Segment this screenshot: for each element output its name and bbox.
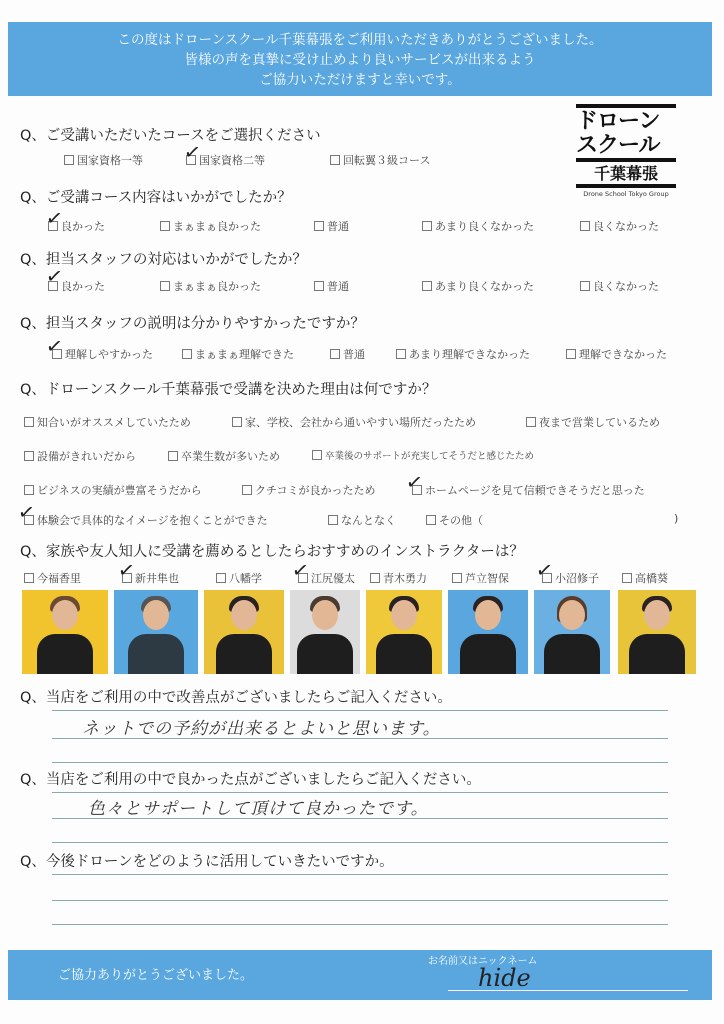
header-banner [8,22,712,96]
instructor-photo [366,590,442,674]
name-label: お名前又はニックネーム [428,956,538,967]
option-checkbox[interactable]: その他（ [426,512,483,528]
instructor-checkbox[interactable]: 今福香里 [24,570,81,586]
checkmark-icon: ✓ [404,468,425,496]
question-2-title: Q、ご受講コース内容はいかがでしたか？ [20,190,292,206]
instructor-photo [290,590,360,674]
option-checkbox[interactable]: 理解しやすかった [52,346,153,362]
question-3-title: Q、担当スタッフの対応はいかがでしたか？ [20,252,307,268]
logo-subtitle: Drone School Tokyo Group [583,190,669,198]
question-1-title: Q、ご受講いただいたコースをご選択ください [20,128,321,144]
option-checkbox[interactable]: まぁまぁ理解できた [182,346,294,362]
instructor-photo [618,590,696,674]
instructor-photo [22,590,108,674]
question-9-title: Q、今後ドローンをどのように活用していきたいですか。 [20,854,394,870]
option-checkbox[interactable]: 卒業生数が多いため [168,448,280,464]
answer-line [52,842,668,843]
instructor-photos [22,590,698,674]
option-checkbox[interactable]: 家、学校、会社から通いやすい場所だったため [232,414,476,430]
logo-line-2: スクール [576,133,660,158]
instructor-checkbox[interactable]: 江尻優太 [298,570,355,586]
instructor-checkbox[interactable]: 八幡学 [216,570,262,586]
option-checkbox[interactable]: 良かった [48,278,105,294]
question-5-title: Q、ドローンスクール千葉幕張で受講を決めた理由は何ですか？ [20,382,437,398]
option-checkbox[interactable]: 普通 [314,218,349,234]
option-close-paren: ) [674,512,679,525]
instructor-photo [114,590,198,674]
option-checkbox[interactable]: 知合いがオススメしていたため [24,414,191,430]
answer-line [52,762,668,763]
option-checkbox[interactable]: まぁまぁ良かった [160,278,261,294]
checkmark-icon: ✓ [182,138,203,166]
option-checkbox[interactable]: ホームページを見て信頼できそうだと思った [412,482,645,498]
checkmark-icon: ✓ [44,204,65,232]
option-checkbox[interactable]: 体験会で具体的なイメージを抱くことができた [24,512,268,528]
answer-line [52,874,668,875]
option-checkbox[interactable]: 国家資格一等 [64,152,143,168]
question-7-title: Q、当店をご利用の中で改善点がございましたらご記入ください。 [20,690,452,706]
logo-line-1: ドローン [576,109,660,134]
option-checkbox[interactable]: 普通 [314,278,349,294]
instructor-checkbox[interactable]: 青木勇力 [370,570,427,586]
instructor-photo [534,590,610,674]
option-checkbox[interactable]: 良くなかった [580,278,659,294]
option-checkbox[interactable]: 回転翼３級コース [330,152,430,168]
answer-line [52,900,668,901]
header-line-2: 皆様の声を真摯に受け止めより良いサービスが出来るよう [184,52,536,68]
question-8-title: Q、当店をご利用の中で良かった点がございましたらご記入ください。 [20,772,481,788]
answer-7-text: ネットでの予約が出来るとよいと思います。 [82,719,441,739]
instructor-photo [448,590,528,674]
option-checkbox[interactable]: あまり良くなかった [422,278,534,294]
logo-line-3: 千葉幕張 [593,164,658,183]
option-checkbox[interactable]: 国家資格二等 [186,152,265,168]
answer-line [52,924,668,925]
name-value[interactable]: hide [478,964,531,992]
option-checkbox[interactable]: 良くなかった [580,218,659,234]
option-checkbox[interactable]: 設備がきれいだから [24,448,136,464]
option-checkbox[interactable]: 理解できなかった [566,346,667,362]
question-4-title: Q、担当スタッフの説明は分かりやすかったですか？ [20,316,365,332]
checkmark-icon: ✓ [16,498,37,526]
instructor-checkbox[interactable]: 小沼修子 [542,570,599,586]
header-line-1: この度はドローンスクール千葉幕張をご利用いただきありがとうございました。 [117,32,603,48]
checkmark-icon: ✓ [44,262,65,290]
answer-8-text: 色々とサポートして頂けて良かったです。 [88,799,429,819]
instructor-photo [204,590,284,674]
option-checkbox[interactable]: あまり理解できなかった [396,346,530,362]
option-checkbox[interactable]: なんとなく [328,512,396,528]
checkmark-icon: ✓ [44,332,65,360]
option-checkbox[interactable]: 夜まで営業しているため [526,414,660,430]
instructor-checkbox[interactable]: 芦立智保 [452,570,509,586]
footer-banner [8,950,712,1000]
name-line [448,990,688,991]
instructor-checkbox[interactable]: 新井隼也 [122,570,179,586]
question-6-title: Q、家族や友人知人に受講を薦めるとしたらおすすめのインストラクターは？ [20,544,524,560]
answer-line [52,792,668,793]
instructor-checkbox[interactable]: 高橋葵 [622,570,668,586]
option-checkbox[interactable]: ビジネスの実績が豊富そうだから [24,482,202,498]
school-logo [576,104,676,208]
option-checkbox[interactable]: あまり良くなかった [422,218,534,234]
answer-line [52,710,668,711]
header-line-3: ご協力いただけますと幸いです。 [259,72,461,88]
checkmark-icon: ✓ [290,556,311,584]
option-checkbox[interactable]: 普通 [330,346,365,362]
checkmark-icon: ✓ [534,556,555,584]
option-checkbox[interactable]: クチコミが良かったため [242,482,376,498]
option-checkbox[interactable]: 良かった [48,218,105,234]
option-checkbox[interactable]: まぁまぁ良かった [160,218,261,234]
footer-thanks: ご協力ありがとうございました。 [58,968,254,983]
option-checkbox[interactable]: 卒業後のサポートが充実してそうだと感じたため [312,448,534,462]
checkmark-icon: ✓ [116,556,137,584]
